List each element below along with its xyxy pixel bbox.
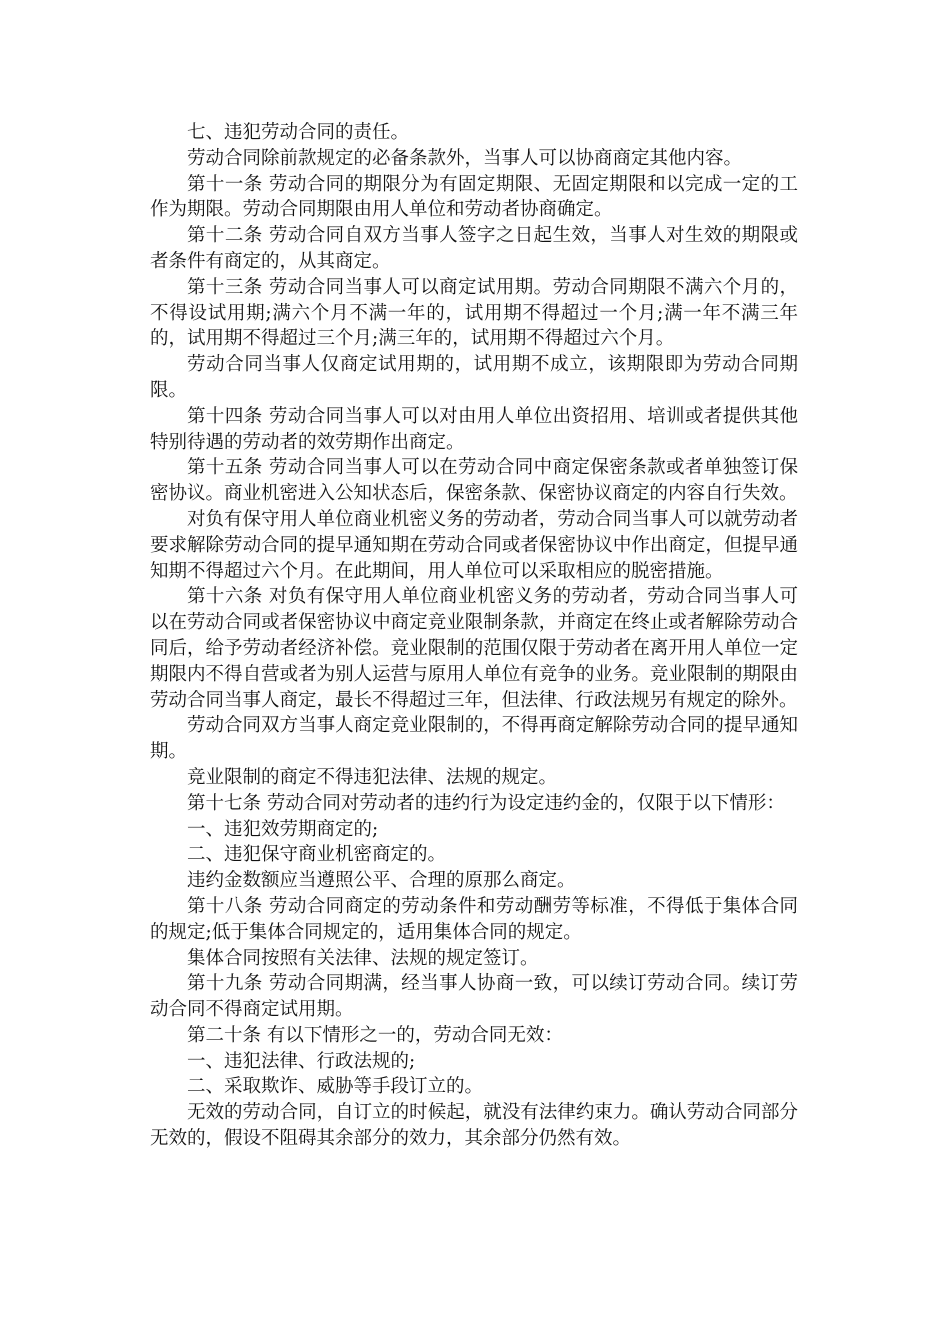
paragraph: 二、违犯保守商业机密商定的。 [187, 844, 447, 866]
paragraph: 竞业限制的商定不得违犯法律、法规的规定。 [187, 766, 558, 788]
document-body [150, 120, 798, 1152]
paragraph: 劳动合同当事人仅商定试用期的，试用期不成立，该期限即为劳动合同期限。 [150, 354, 798, 401]
paragraph: 违约金数额应当遵照公平、合理的原那么商定。 [187, 870, 576, 892]
paragraph: 第十六条 对负有保守用人单位商业机密义务的劳动者，劳动合同当事人可以在劳动合同或者保密协议中商定竞业限制条款，并商定在终止或者解除劳动合同后，给予劳动者经济补偿。竞业限制的范围仅限于劳动者在离开用人单位一定期限内不得自营或者为别人运营与原用人单位有竞争的业务。竞业限制的期限由劳动合同当事人商定，最长不得超过三年，但法律、行政法规另有规定的除外。 [150, 586, 798, 711]
paragraph: 一、违犯法律、行政法规的; [187, 1050, 416, 1072]
paragraph: 一、违犯效劳期商定的; [187, 818, 379, 840]
paragraph: 七、违犯劳动合同的责任。 [187, 122, 410, 143]
paragraph: 第十五条 劳动合同当事人可以在劳动合同中商定保密条款或者单独签订保密协议。商业机密进入公知状态后，保密条款、保密协议商定的内容自行失效。 [150, 457, 798, 505]
paragraph: 对负有保守用人单位商业机密义务的劳动者，劳动合同当事人可以就劳动者要求解除劳动合同的提早通知期在劳动合同或者保密协议中作出商定，但提早通知期不得超过六个月。在此期间，用人单位可以采取相应的脱密措施。 [150, 508, 798, 582]
paragraph: 第十七条 劳动合同对劳动者的违约行为设定违约金的，仅限于以下情形： [187, 792, 785, 814]
paragraph: 劳动合同除前款规定的必备条款外，当事人可以协商商定其他内容。 [187, 147, 743, 169]
paragraph: 劳动合同双方当事人商定竞业限制的，不得再商定解除劳动合同的提早通知期。 [150, 715, 798, 763]
paragraph: 第十二条 劳动合同自双方当事人签字之日起生效，当事人对生效的期限或者条件有商定的，从其商定。 [150, 225, 798, 272]
paragraph: 第十三条 劳动合同当事人可以商定试用期。劳动合同期限不满六个月的，不得设试用期;满六个月不满一年的，试用期不得超过一个月;满一年不满三年的，试用期不得超过三个月;满三年的，试用期不得超过六个月。 [150, 276, 798, 350]
paragraph: 第十四条 劳动合同当事人可以对由用人单位出资招用、培训或者提供其他特别待遇的劳动者的效劳期作出商定。 [150, 405, 798, 453]
paragraph: 第二十条 有以下情形之一的，劳动合同无效： [187, 1024, 563, 1046]
paragraph: 集体合同按照有关法律、法规的规定签订。 [187, 947, 539, 969]
paragraph: 无效的劳动合同，自订立的时候起，就没有法律约束力。确认劳动合同部分无效的，假设不阻碍其余部分的效力，其余部分仍然有效。 [150, 1102, 798, 1150]
paragraph: 第十九条 劳动合同期满，经当事人协商一致，可以续订劳动合同。续订劳动合同不得商定试用期。 [150, 973, 798, 1021]
paragraph: 第十一条 劳动合同的期限分为有固定期限、无固定期限和以完成一定的工作为期限。劳动合同期限由用人单位和劳动者协商确定。 [150, 173, 798, 221]
paragraph: 第十八条 劳动合同商定的劳动条件和劳动酬劳等标准，不得低于集体合同的规定;低于集体合同规定的，适用集体合同的规定。 [150, 895, 798, 943]
paragraph: 二、采取欺诈、威胁等手段订立的。 [187, 1076, 484, 1098]
